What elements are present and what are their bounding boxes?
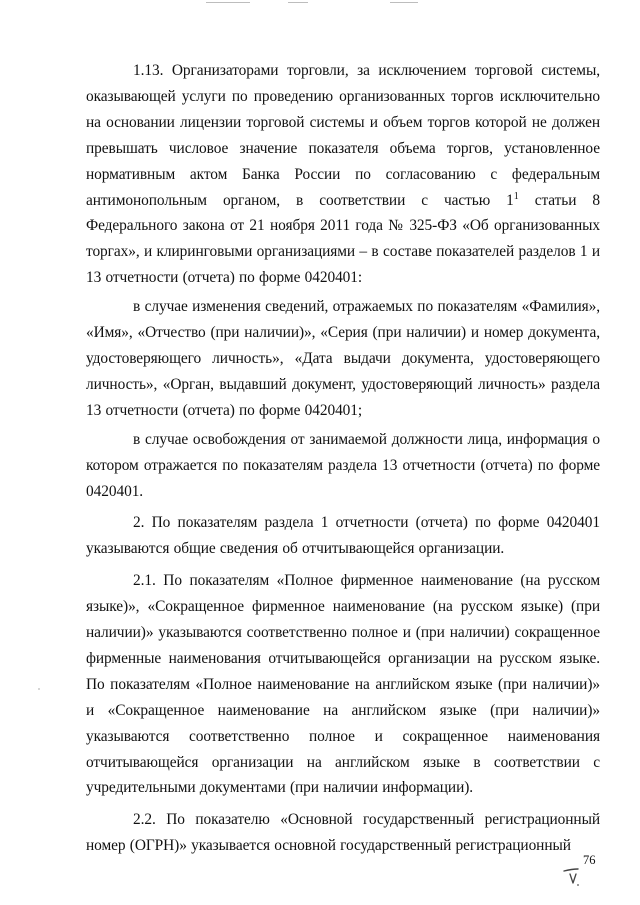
scan-speck xyxy=(38,688,40,690)
scan-top-edge xyxy=(0,0,640,6)
scan-artifact-line xyxy=(206,2,250,3)
scan-artifact-line xyxy=(288,2,308,3)
page-number: 76 xyxy=(583,853,596,867)
paragraph-2-1: 2.1. По показателям «Полное фирменное наименование (на русском языке)», «Сокращенное фирменное наименование (на русском языке) (при наличии)» указываются соответственно полное и (при наличии) сокращенное фирменные наименования отчитывающейся организации на русском языке. По показателям «Полное наименование на английском языке (при наличии)» и «Сокращенное наименование на английском языке (при наличии)» указываются соответственно полное и сокращенное наименования отчитывающейся организации на английском языке в соответствии с учредительными документами (при наличии информации). xyxy=(86,572,600,797)
document-body xyxy=(86,58,600,859)
paragraph-2: 2. По показателям раздела 1 отчетности (отчета) по форме 0420401 указываются общие сведения об отчитывающейся организации. xyxy=(86,514,600,558)
footnote-superscript: 1 xyxy=(513,190,519,202)
paragraph-1-13 xyxy=(86,58,600,291)
paragraph-2-2: 2.2. По показателю «Основной государственный регистрационный номер (ОГРН)» указывается основной государственный регистрационный xyxy=(86,811,600,855)
scan-artifact-line xyxy=(390,2,418,3)
paragraph-1-13-text-end: статьи 8 Федерального закона от 21 ноября 2011 года № 325-ФЗ «Об организованных торгах», и клиринговыми организациями – в составе показателей разделов 1 и 13 отчетности (отчета) по форме 0420401: xyxy=(86,191,600,287)
paragraph-release-from-position: в случае освобождения от занимаемой должности лица, информация о котором отражается по показателям раздела 13 отчетности (отчета) по форме 0420401. xyxy=(86,430,600,500)
paragraph-1-13-text-start: 1.13. Организаторами торговли, за исключением торговой системы, оказывающей услуги по проведению организованных торгов исключительно на основании лицензии торговой системы и объем торгов которой не должен превышать числовое значение показателя объема торгов, установленное нормативным актом Банка России по согласованию с федеральным антимонопольным органом, в соответствии с частью 1 xyxy=(86,62,600,209)
handwritten-mark-icon xyxy=(560,862,582,888)
paragraph-change-of-data: в случае изменения сведений, отражаемых по показателям «Фамилия», «Имя», «Отчество (при наличии)», «Серия (при наличии) и номер документа, удостоверяющего личность», «Дата выдачи документа, удостоверяющего личность», «Орган, выдавший документ, удостоверяющий личность» раздела 13 отчетности (отчета) по форме 0420401; xyxy=(86,298,600,419)
